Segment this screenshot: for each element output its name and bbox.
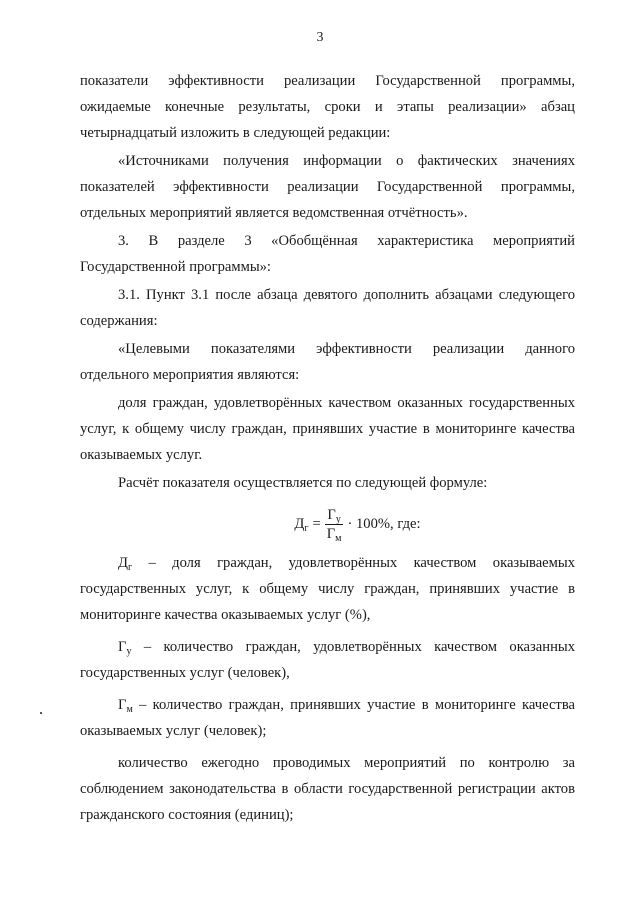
paragraph-7: Расчёт показателя осуществляется по следующей формуле: [118,475,488,491]
paragraph-3: 3. В разделе 3 «Обобщённая характеристика мероприятий Государственной программы»: [80,233,575,275]
formula-equals: = [312,516,321,532]
paragraph-1: показатели эффективности реализации Государственной программы, ожидаемые конечные результаты, сроки и этапы реализации» абзац четырнадцатый изложить в следующей редакции: [80,73,575,141]
formula-denominator: $Г_м$ [326,525,342,544]
definition-dg: $Д_г$ – доля граждан, удовлетворённых качеством оказываемых государственных услуг, к общему числу граждан, принявших участие в мониторинге качества оказываемых услуг (%), [80,555,575,623]
formula-lhs: $Д_г$ [294,516,309,534]
paragraph-5: «Целевыми показателями эффективности реализации данного отдельного мероприятия являются: [80,341,575,383]
definition-gm: $Г_м$ – количество граждан, принявших участие в мониторинге качества оказываемых услуг (человек); [80,697,575,739]
paragraph-4: 3.1. Пункт 3.1 после абзаца девятого дополнить абзацами следующего содержания: [80,287,575,329]
document-body [80,68,575,828]
paragraph-2: «Источниками получения информации о фактических значениях показателей эффективности реализации Государственной программы, отдельных мероприятий является ведомственная отчётность». [80,153,575,221]
definition-gu: $Г_у$ – количество граждан, удовлетворённых качеством оказанных государственных услуг (человек), [80,639,575,681]
page-number: 3 [316,30,324,45]
formula [140,500,575,548]
paragraph-6: доля граждан, удовлетворённых качеством оказанных государственных услуг, к общему числу граждан, принявших участие в мониторинге качества оказываемых услуг. [80,395,575,463]
formula-fraction [325,506,344,543]
paragraph-8: количество ежегодно проводимых мероприятий по контролю за соблюдением законодательства в области государственной регистрации актов гражданского состояния (единиц); [80,755,575,823]
scan-mark [40,712,42,714]
formula-tail: · 100%, где: [347,516,421,532]
formula-numerator: $Г_у$ [327,506,341,525]
